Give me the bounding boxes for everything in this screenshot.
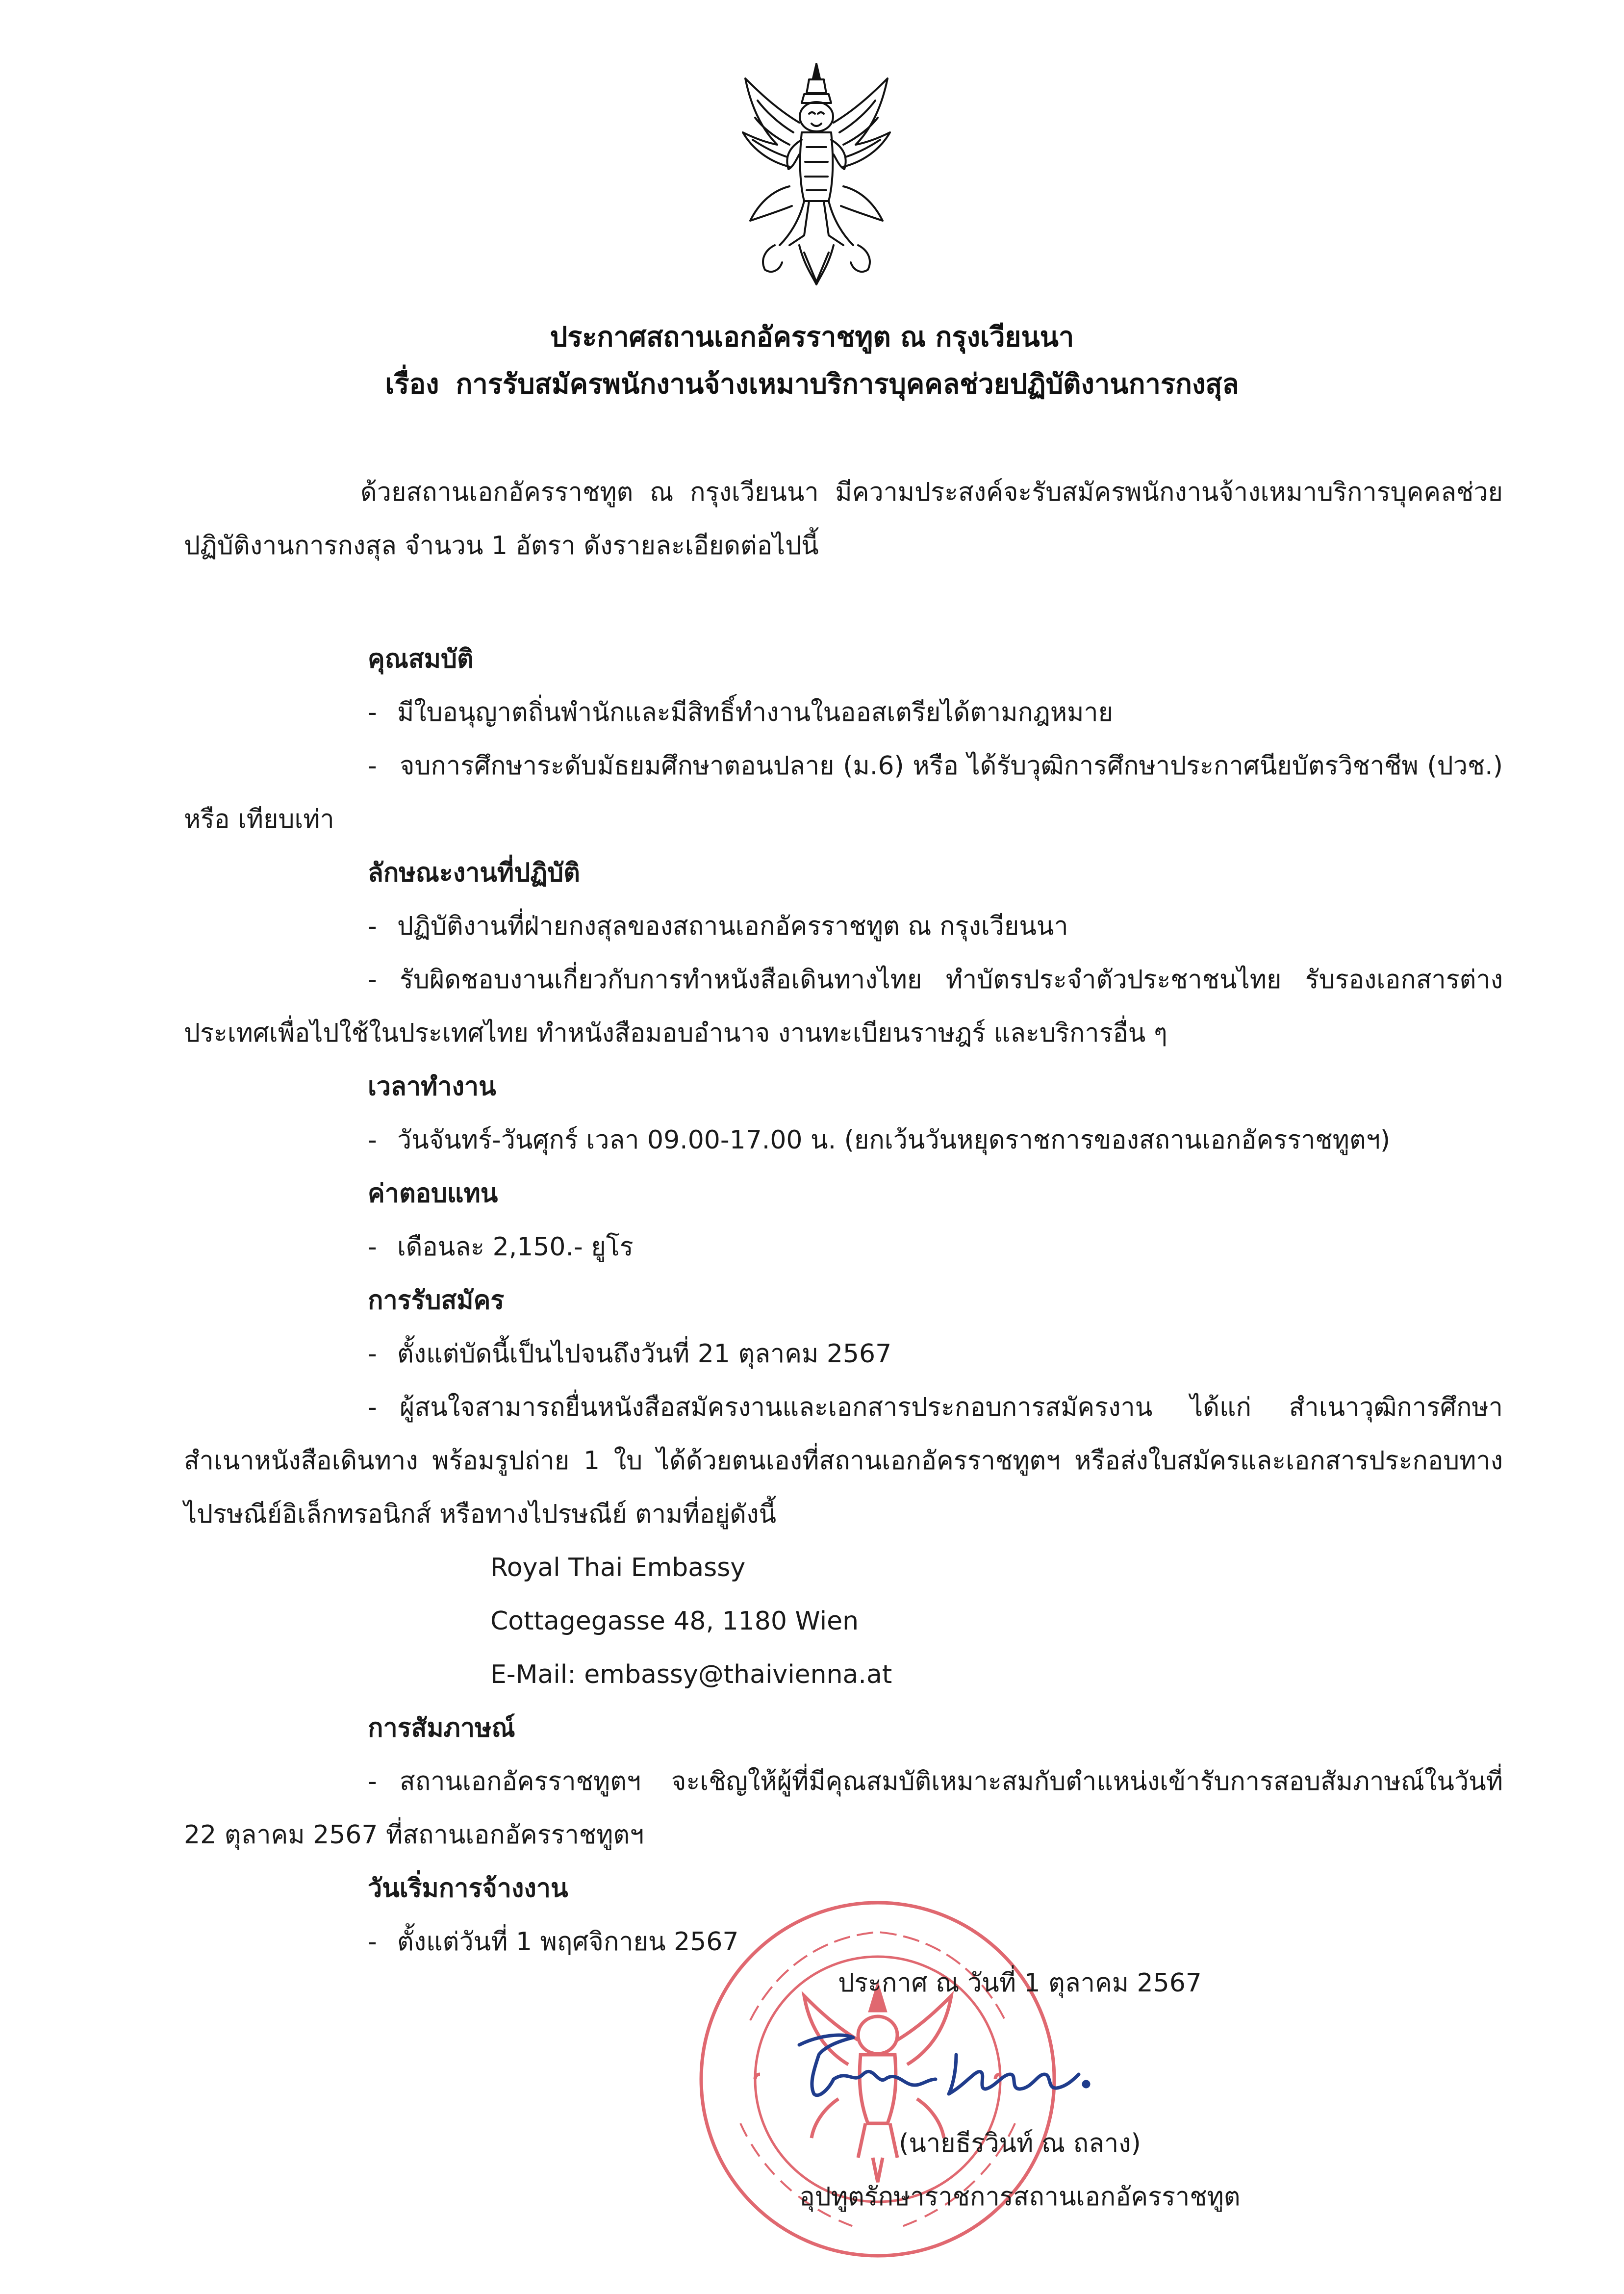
- dash-marker: -: [368, 965, 377, 994]
- dash-marker: -: [368, 1393, 377, 1422]
- list-item-text: ตั้งแต่บัดนี้เป็นไปจนถึงวันที่ 21 ตุลาคม 2567: [397, 1339, 892, 1369]
- intro-paragraph: ด้วยสถานเอกอัครราชทูต ณ กรุงเวียนนา มีความประสงค์จะรับสมัครพนักงานจ้างเหมาบริการบุคคลช่วยปฏิบัติงานการกงสุล จำนวน 1 อัตรา ดังรายละเอียดต่อไปนี้: [184, 478, 1503, 561]
- address-line-street: Cottagegasse 48, 1180 Wien: [490, 1606, 859, 1636]
- list-item-text: วันจันทร์-วันศุกร์ เวลา 09.00-17.00 น. (ยกเว้นวันหยุดราชการของสถานเอกอัครราชทูตฯ): [397, 1125, 1391, 1155]
- list-item: [184, 953, 1503, 1060]
- signatory-name: (นายธีรวินท์ ณ ถลาง): [899, 2129, 1141, 2158]
- hours-heading: เวลาทำงาน: [368, 1072, 496, 1101]
- qualifications-heading: คุณสมบัติ: [368, 644, 474, 674]
- application-heading: การรับสมัคร: [368, 1286, 505, 1315]
- signatory-position: อุปทูตรักษาราชการสถานเอกอัครราชทูต: [799, 2182, 1241, 2212]
- list-item: [184, 1327, 1503, 1381]
- list-item-text: ผู้สนใจสามารถยื่นหนังสือสมัครงานและเอกสารประกอบการสมัครงาน ได้แก่ สำเนาวุฒิการศึกษา สำเนาหนังสือเดินทาง พร้อมรูปถ่าย 1 ใบ ได้ด้วยตนเองที่สถานเอกอัครราชทูตฯ หรือส่งใบสมัครและเอกสารประกอบทางไปรษณีย์อิเล็กทรอนิกส์ หรือทางไปรษณีย์ ตามที่อยู่ดังนี้: [184, 1393, 1503, 1529]
- list-item-text: ตั้งแต่วันที่ 1 พฤศจิกายน 2567: [397, 1927, 739, 1957]
- dash-marker: -: [368, 1927, 377, 1957]
- list-item-text: รับผิดชอบงานเกี่ยวกับการทำหนังสือเดินทางไทย ทำบัตรประจำตัวประชาชนไทย รับรองเอกสารต่างประเทศเพื่อไปใช้ในประเทศไทย ทำหนังสือมอบอำนาจ งานทะเบียนราษฎร์ และบริการอื่น ๆ: [184, 965, 1503, 1048]
- list-item: [184, 686, 1503, 739]
- start-date-heading: วันเริ่มการจ้างงาน: [368, 1874, 568, 1903]
- list-item: [184, 1114, 1503, 1167]
- dash-marker: -: [368, 751, 377, 781]
- list-item-text: ปฏิบัติงานที่ฝ่ายกงสุลของสถานเอกอัครราชทูต ณ กรุงเวียนนา: [397, 912, 1068, 941]
- dash-marker: -: [368, 1767, 377, 1796]
- page-title: ประกาศสถานเอกอัครราชทูต ณ กรุงเวียนนา: [550, 321, 1074, 353]
- signature-block: [637, 1957, 1275, 2224]
- list-item: [184, 900, 1503, 953]
- garuda-emblem-icon: [731, 59, 902, 289]
- subject-line: [0, 361, 1624, 408]
- subject-label: เรื่อง: [385, 368, 439, 400]
- signature-space: [637, 2010, 1275, 2117]
- subject-text: การรับสมัครพนักงานจ้างเหมาบริการบุคคลช่วยปฏิบัติงานการกงสุล: [456, 368, 1239, 400]
- list-item: [184, 1221, 1503, 1274]
- list-item: [184, 1755, 1503, 1862]
- dash-marker: -: [368, 1125, 377, 1155]
- dash-marker: -: [368, 1232, 377, 1262]
- interview-heading: การสัมภาษณ์: [368, 1713, 515, 1743]
- dash-marker: -: [368, 912, 377, 941]
- list-item-text: จบการศึกษาระดับมัธยมศึกษาตอนปลาย (ม.6) หรือ ได้รับวุฒิการศึกษาประกาศนียบัตรวิชาชีพ (ปวช.) หรือ เทียบเท่า: [184, 751, 1503, 834]
- list-item-text: เดือนละ 2,150.- ยูโร: [397, 1232, 634, 1262]
- list-item-text: สถานเอกอัครราชทูตฯ จะเชิญให้ผู้ที่มีคุณสมบัติเหมาะสมกับตำแหน่งเข้ารับการสอบสัมภาษณ์ในวันที่ 22 ตุลาคม 2567 ที่สถานเอกอัครราชทูตฯ: [184, 1767, 1503, 1850]
- dash-marker: -: [368, 698, 377, 727]
- announcement-date: ประกาศ ณ วันที่ 1 ตุลาคม 2567: [838, 1968, 1202, 1998]
- dash-marker: -: [368, 1339, 377, 1369]
- address-line-embassy: Royal Thai Embassy: [490, 1553, 746, 1582]
- duties-heading: ลักษณะงานที่ปฏิบัติ: [368, 858, 580, 888]
- list-item: [184, 1381, 1503, 1541]
- list-item: [184, 739, 1503, 846]
- pay-heading: ค่าตอบแทน: [368, 1179, 498, 1208]
- announcement-body: [184, 466, 1503, 1969]
- list-item-text: มีใบอนุญาตถิ่นพำนักและมีสิทธิ์ทำงานในออสเตรียได้ตามกฎหมาย: [397, 698, 1114, 727]
- announcement-header: [0, 314, 1624, 408]
- address-line-email[interactable]: E-Mail: embassy@thaivienna.at: [490, 1660, 892, 1689]
